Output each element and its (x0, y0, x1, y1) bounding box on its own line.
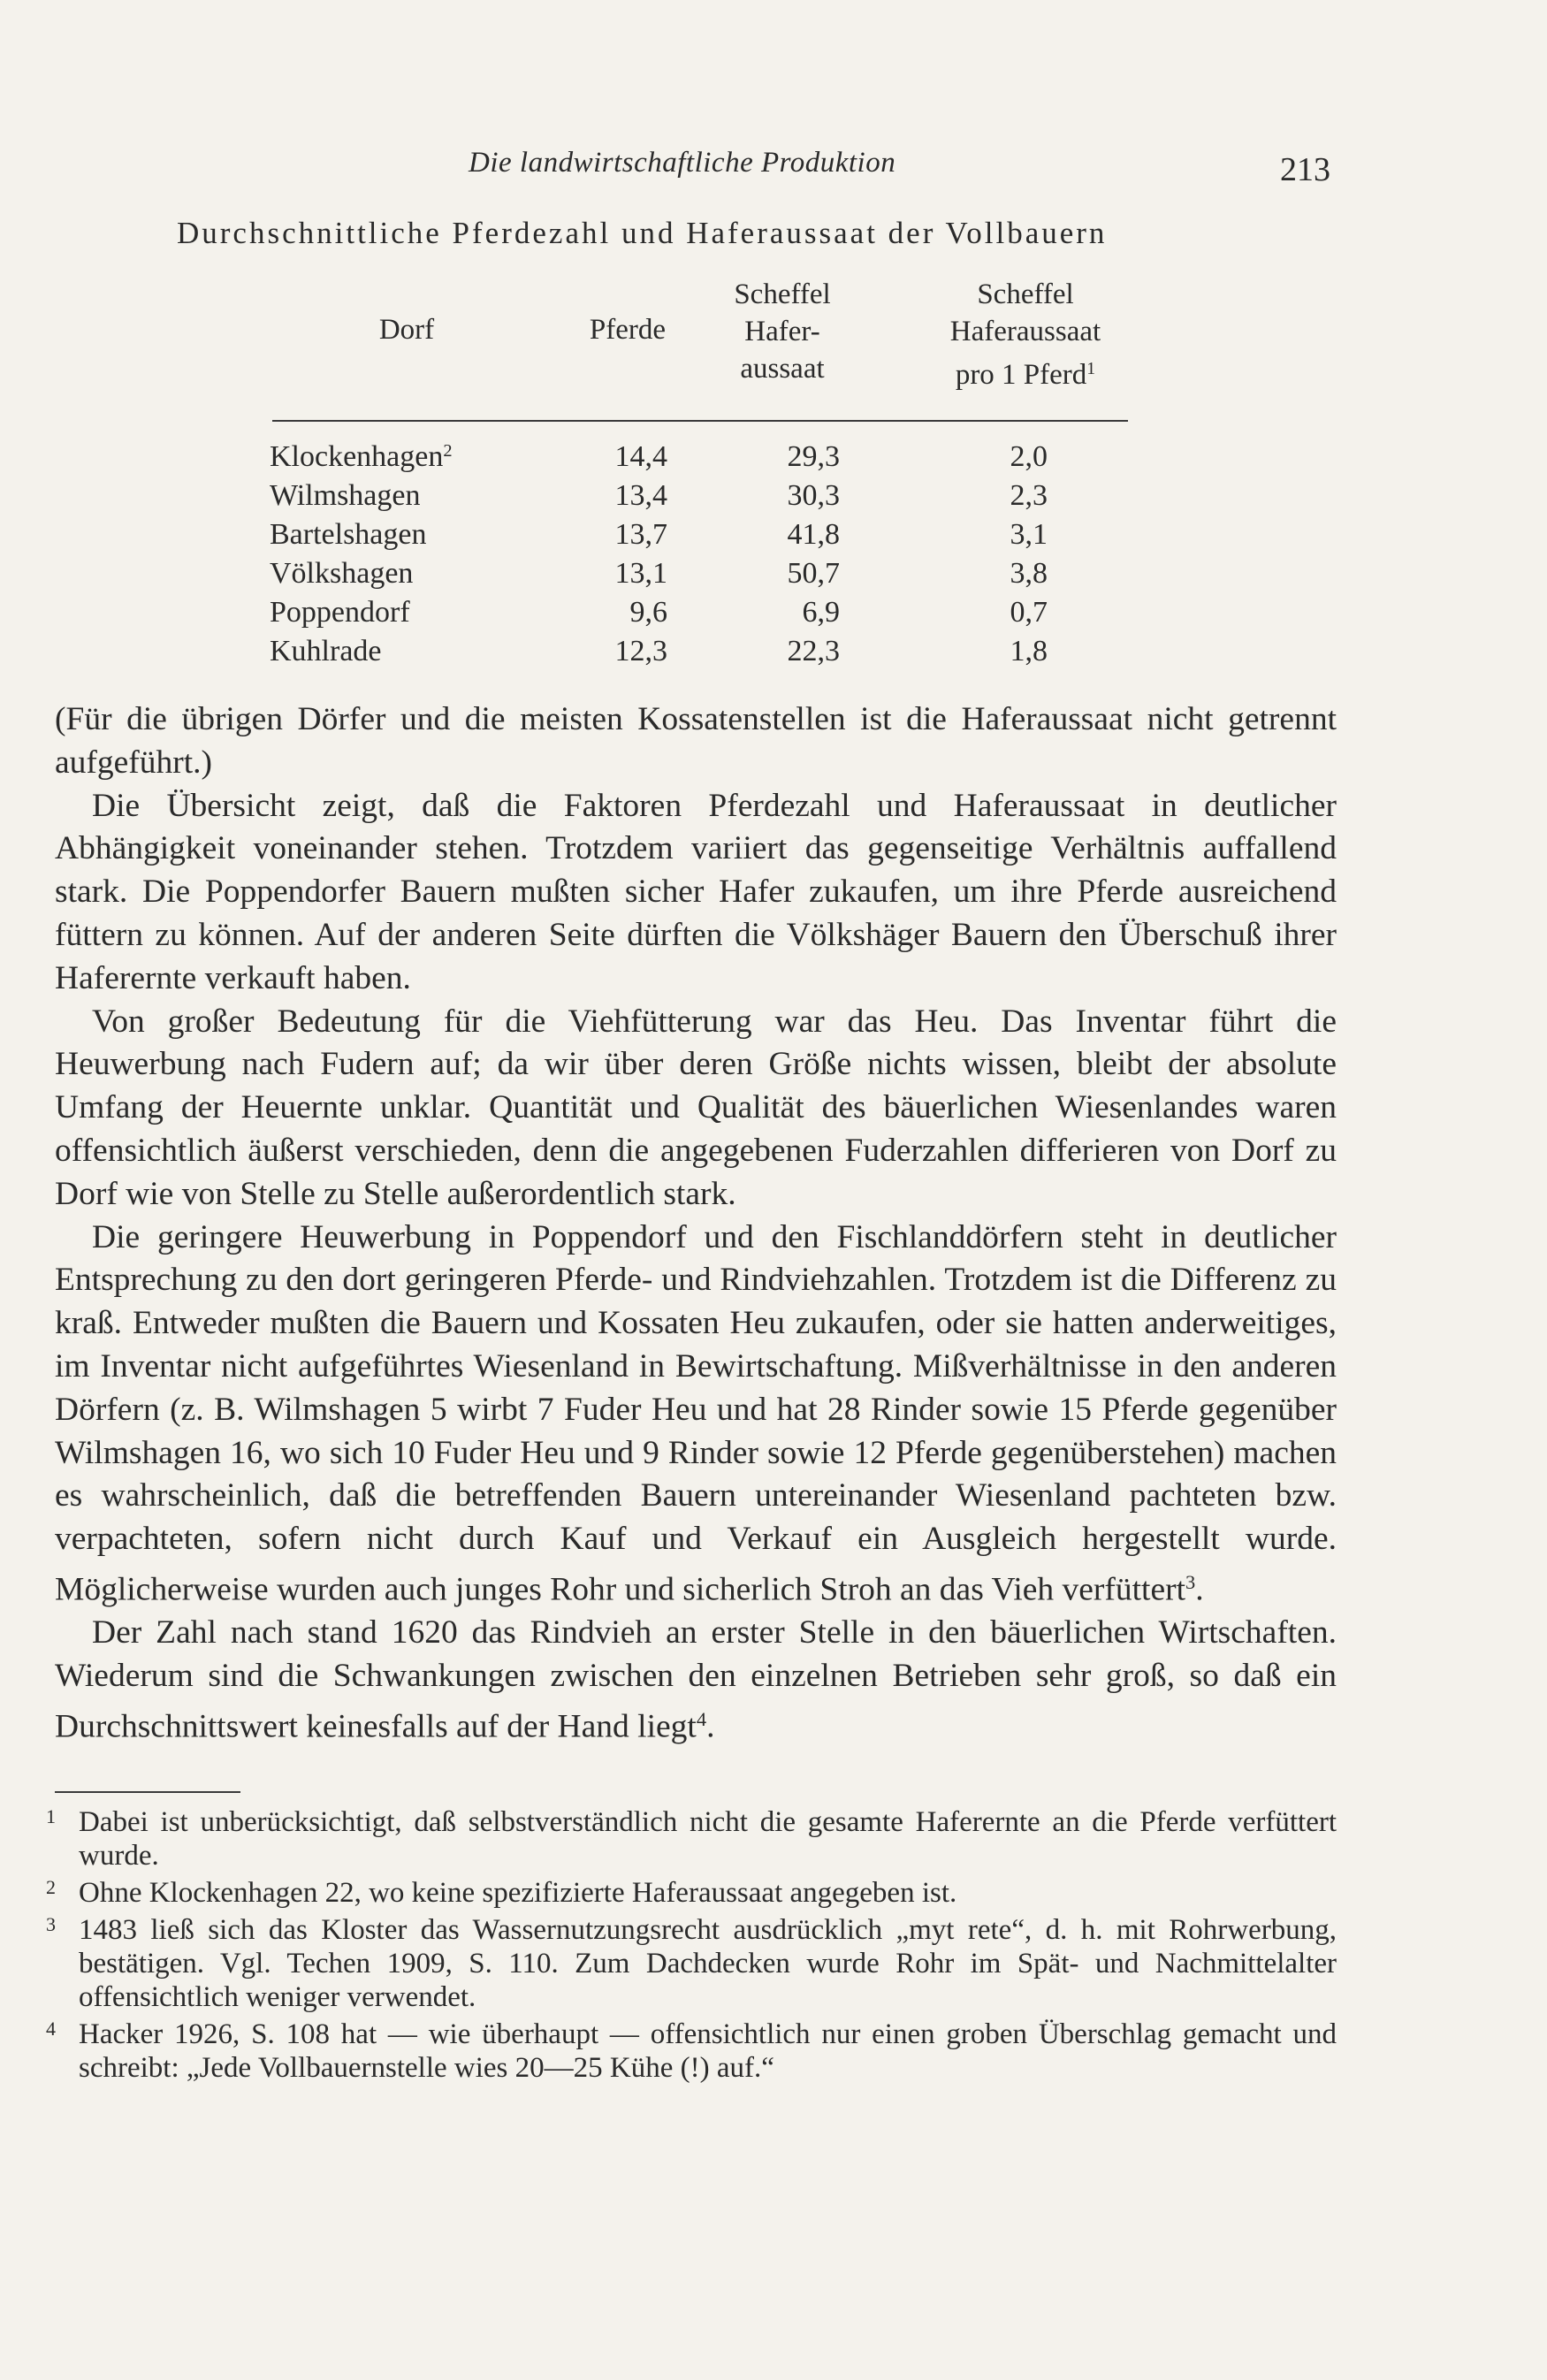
cell-dorf: Kuhlrade (270, 635, 382, 667)
cell-hafer: 41,8 (787, 518, 840, 551)
table-row (270, 440, 1154, 479)
footnote (46, 1876, 1337, 1910)
paragraph: Von großer Bedeutung für die Viehfütterung war das Heu. Das Inventar führt die Heuwerbung nach Fudern auf; da wir über deren Größe nichts wissen, bleibt der absolute Umfang der Heuernte unklar. Quantität und Qualität des bäuerlichen Wiesenlandes waren offensichtlich äußerst verschieden, denn die angegebenen Fuderzahlen differieren von Dorf zu Dorf wie von Stelle zu Stelle außerordentlich stark. (55, 1003, 1337, 1212)
table-row (270, 635, 1154, 674)
column-header-pferde: Pferde (589, 314, 667, 346)
cell-pferde: 13,1 (614, 557, 667, 590)
footnote-ref: 4 (696, 1707, 707, 1730)
cell-hafer: 29,3 (787, 440, 840, 473)
cell-dorf: Poppendorf (270, 596, 410, 629)
body-text (55, 698, 1337, 1749)
page-number: 213 (1280, 151, 1330, 188)
footnote (46, 1805, 1337, 1873)
table-row (270, 596, 1154, 635)
cell-hafer: 6,9 (802, 596, 840, 629)
cell-pferde: 13,7 (614, 518, 667, 551)
cell-pro: 0,7 (1010, 596, 1048, 629)
footnotes (46, 1805, 1337, 2088)
header-line: Scheffel (977, 278, 1074, 310)
header-line (911, 350, 1140, 393)
cell-pro: 3,8 (1010, 557, 1048, 590)
cell-dorf: Wilmshagen (270, 479, 421, 512)
column-header-haferaussaat (707, 276, 857, 387)
cell-pro: 2,0 (1010, 440, 1048, 473)
footnote-text: 1483 ließ sich das Kloster das Wassernutzungsrecht ausdrücklich „myt rete“, d. h. mit Rohrwerbung, bestätigen. Vgl. Techen 1909, S. 110. Zum Dachdecken wurde Rohr im Spät- und Nachmittelalter offensichtlich weniger verwendet. (79, 1914, 1337, 2013)
header-line: Hafer- (744, 316, 820, 347)
footnote-text: Ohne Klockenhagen 22, wo keine spezifizierte Haferaussaat angegeben ist. (79, 1877, 957, 1909)
footnote-mark: 3 (46, 1913, 56, 1935)
cell-text: Klockenhagen (270, 440, 444, 473)
paragraph (55, 1217, 1337, 1613)
table-row (270, 479, 1154, 518)
table-body (270, 440, 1154, 674)
footnote (46, 1913, 1337, 2014)
table-rule (272, 420, 1128, 422)
paragraph-text: Die geringere Heuwerbung in Poppendorf und den Fischlanddörfern steht in deutlicher Entsprechung zu den dort geringeren Pferde- und Rindviehzahlen. Trotzdem ist die Differenz zu kraß. Entweder mußten die Bauern und Kossaten Heu zukaufen, oder sie hatten anderweitiges, im Inventar nicht aufgeführtes Wiesenland in Bewirtschaftung. Mißverhältnisse in den anderen Dörfern (z. B. Wilmshagen 5 wirbt 7 Fuder Heu und hat 28 Rinder sowie 15 Pferde gegenüber Wilmshagen 16, wo sich 10 Fuder Heu und 9 Rinder sowie 12 Pferde gegenüberstehen) machen es wahrscheinlich, daß die betreffenden Bauern untereinander Wiesenland pachteten bzw. verpachteten, sofern nicht durch Kauf und Verkauf ein Ausgleich hergestellt wurde. Möglicherweise wurden auch junges Rohr und sicherlich Stroh an das Vieh verfüttert (55, 1218, 1337, 1608)
footnote-mark: 4 (46, 2018, 56, 2040)
cell-dorf: Bartelshagen (270, 518, 427, 551)
cell-pferde: 12,3 (614, 635, 667, 667)
footnote (46, 2018, 1337, 2085)
footnote-rule (55, 1791, 240, 1793)
header-line: Haferaussaat (949, 316, 1101, 347)
footnote-ref: 2 (443, 440, 453, 461)
footnote-mark: 1 (46, 1805, 56, 1827)
cell-dorf: Völkshagen (270, 557, 414, 590)
header-text: pro 1 Pferd (955, 358, 1087, 391)
footnote-ref: 1 (1086, 359, 1096, 378)
paragraph-end: . (706, 1708, 715, 1745)
cell-pro: 2,3 (1010, 479, 1048, 512)
paragraph-end: . (1195, 1571, 1204, 1608)
footnote-text: Dabei ist unberücksichtigt, daß selbstverständlich nicht die gesamte Haferernte an die Pferde verfüttert wurde. (79, 1806, 1337, 1872)
table-row (270, 557, 1154, 596)
running-head: Die landwirtschaftliche Produktion (469, 147, 896, 179)
paragraph: Die Übersicht zeigt, daß die Faktoren Pferdezahl und Haferaussaat in deutlicher Abhängigkeit voneinander stehen. Trotzdem variiert das gegenseitige Verhältnis auffallend stark. Die Poppendorfer Bauern mußten sicher Hafer zukaufen, um ihre Pferde ausreichend füttern zu können. Auf der anderen Seite dürften die Völkshäger Bauern den Überschuß ihrer Haferernte verkauft haben. (55, 787, 1337, 996)
cell-pro: 1,8 (1010, 635, 1048, 667)
header-line: aussaat (740, 353, 825, 385)
footnote-ref: 3 (1185, 1570, 1196, 1593)
cell-hafer: 22,3 (787, 635, 840, 667)
footnote-mark: 2 (46, 1876, 56, 1898)
cell-pferde: 9,6 (629, 596, 667, 629)
cell-dorf (270, 440, 535, 474)
header-line: Scheffel (734, 278, 831, 310)
table-title: Durchschnittliche Pferdezahl und Haferaussaat der Vollbauern (177, 216, 1108, 250)
paragraph-text: Der Zahl nach stand 1620 das Rindvieh an erster Stelle in den bäuerlichen Wirtschaften. Wiederum sind die Schwankungen zwischen den einzelnen Betrieben sehr groß, so daß ein Durchschnittswert keinesfalls auf der Hand liegt (55, 1614, 1337, 1745)
column-header-pro-pferd (911, 276, 1140, 393)
table-row (270, 518, 1154, 557)
footnote-text: Hacker 1926, S. 108 hat — wie überhaupt — offensichtlich nur einen groben Überschlag gemacht und schreibt: „Jede Vollbauernstelle wies 20—25 Kühe (!) auf.“ (79, 2018, 1337, 2084)
cell-hafer: 50,7 (787, 557, 840, 590)
paragraph (55, 1612, 1337, 1749)
cell-hafer: 30,3 (787, 479, 840, 512)
paragraph: (Für die übrigen Dörfer und die meisten Kossatenstellen ist die Haferaussaat nicht getrennt aufgeführt.) (55, 701, 1337, 781)
cell-pferde: 13,4 (614, 479, 667, 512)
cell-pferde: 14,4 (614, 440, 667, 473)
cell-pro: 3,1 (1010, 518, 1048, 551)
column-header-dorf: Dorf (378, 314, 435, 346)
